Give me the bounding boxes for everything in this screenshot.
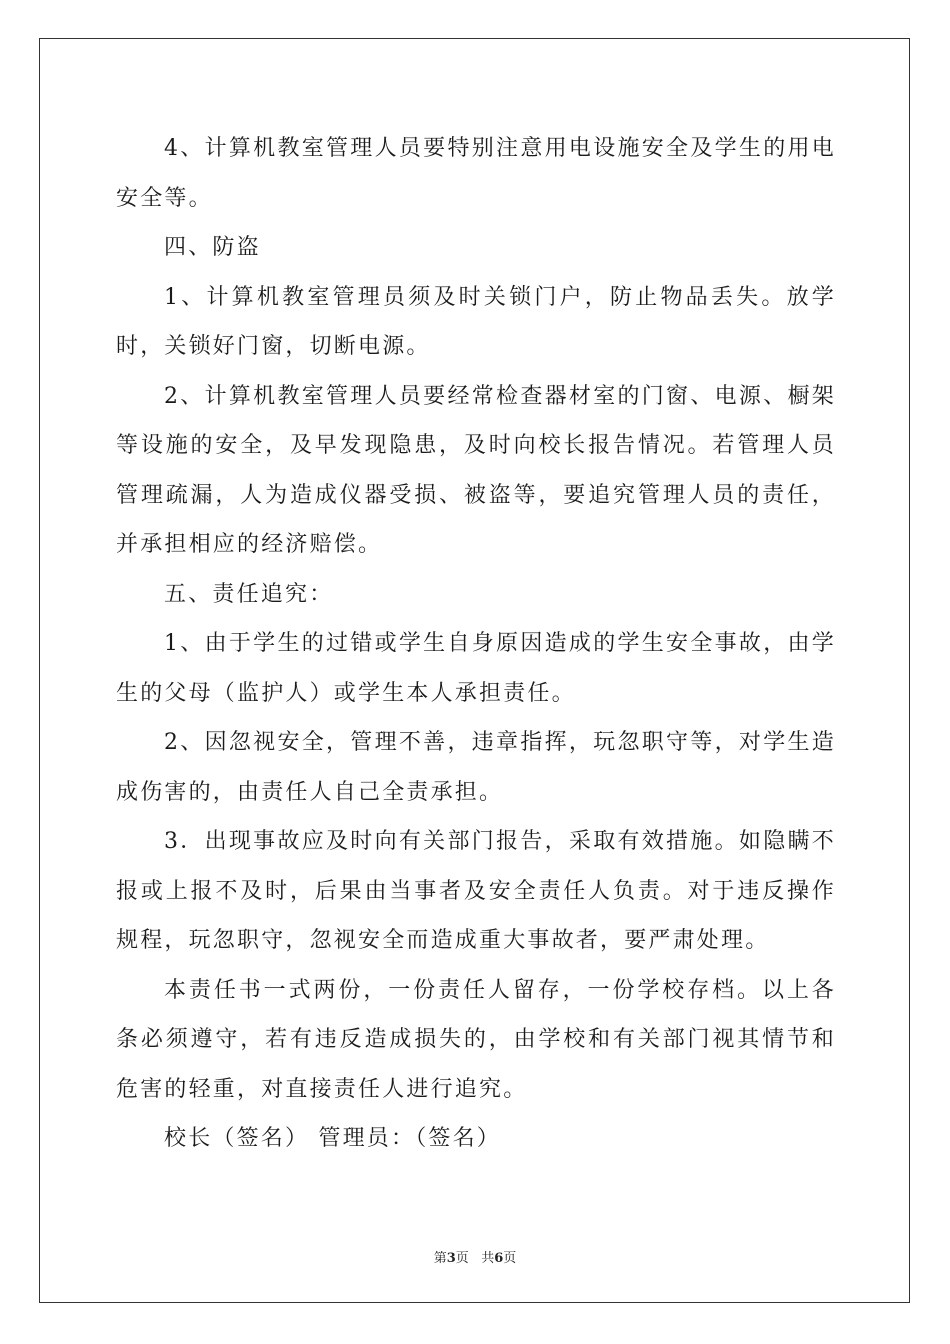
footer-total-prefix: 共 xyxy=(481,1251,495,1266)
total-pages-number: 6 xyxy=(494,1251,504,1266)
footer-page-suffix: 页 xyxy=(455,1251,469,1266)
paragraph-negligence: 2、因忽视安全，管理不善，违章指挥，玩忽职守等，对学生造成伤害的，由责任人自己全责承担。 xyxy=(116,730,836,805)
page-footer xyxy=(0,1247,950,1266)
paragraph-inspection: 2、计算机教室管理人员要经常检查器材室的门窗、电源、橱架等设施的安全，及早发现隐患，及时向校长报告情况。若管理人员管理疏漏，人为造成仪器受损、被盗等，要追究管理人员的责任，并承担相应的经济赔偿。 xyxy=(116,383,836,557)
paragraph-lock-doors: 1、计算机教室管理员须及时关锁门户，防止物品丢失。放学时，关锁好门窗，切断电源。 xyxy=(116,284,836,359)
paragraph-copies: 本责任书一式两份，一份责任人留存，一份学校存档。以上各条必须遵守，若有违反造成损失的，由学校和有关部门视其情节和危害的轻重，对直接责任人进行追究。 xyxy=(116,977,836,1102)
paragraph-electrical-safety: 4、计算机教室管理人员要特别注意用电设施安全及学生的用电安全等。 xyxy=(116,136,836,211)
paragraph-student-fault: 1、由于学生的过错或学生自身原因造成的学生安全事故，由学生的父母（监护人）或学生本人承担责任。 xyxy=(116,631,836,706)
signature-line: 校长（签名） 管理员：（签名） xyxy=(164,1126,501,1151)
footer-total-suffix: 页 xyxy=(503,1251,517,1266)
document-body xyxy=(116,124,836,1164)
section-heading-accountability: 五、责任追究： xyxy=(164,581,334,607)
footer-prefix: 第 xyxy=(433,1251,447,1266)
paragraph-accident-report: 3．出现事故应及时向有关部门报告，采取有效措施。如隐瞒不报或上报不及时，后果由当事者及安全责任人负责。对于违反操作规程，玩忽职守，忽视安全而造成重大事故者，要严肃处理。 xyxy=(116,829,836,953)
current-page-number: 3 xyxy=(446,1251,456,1266)
section-heading-theft-prevention: 四、防盗 xyxy=(164,235,261,260)
